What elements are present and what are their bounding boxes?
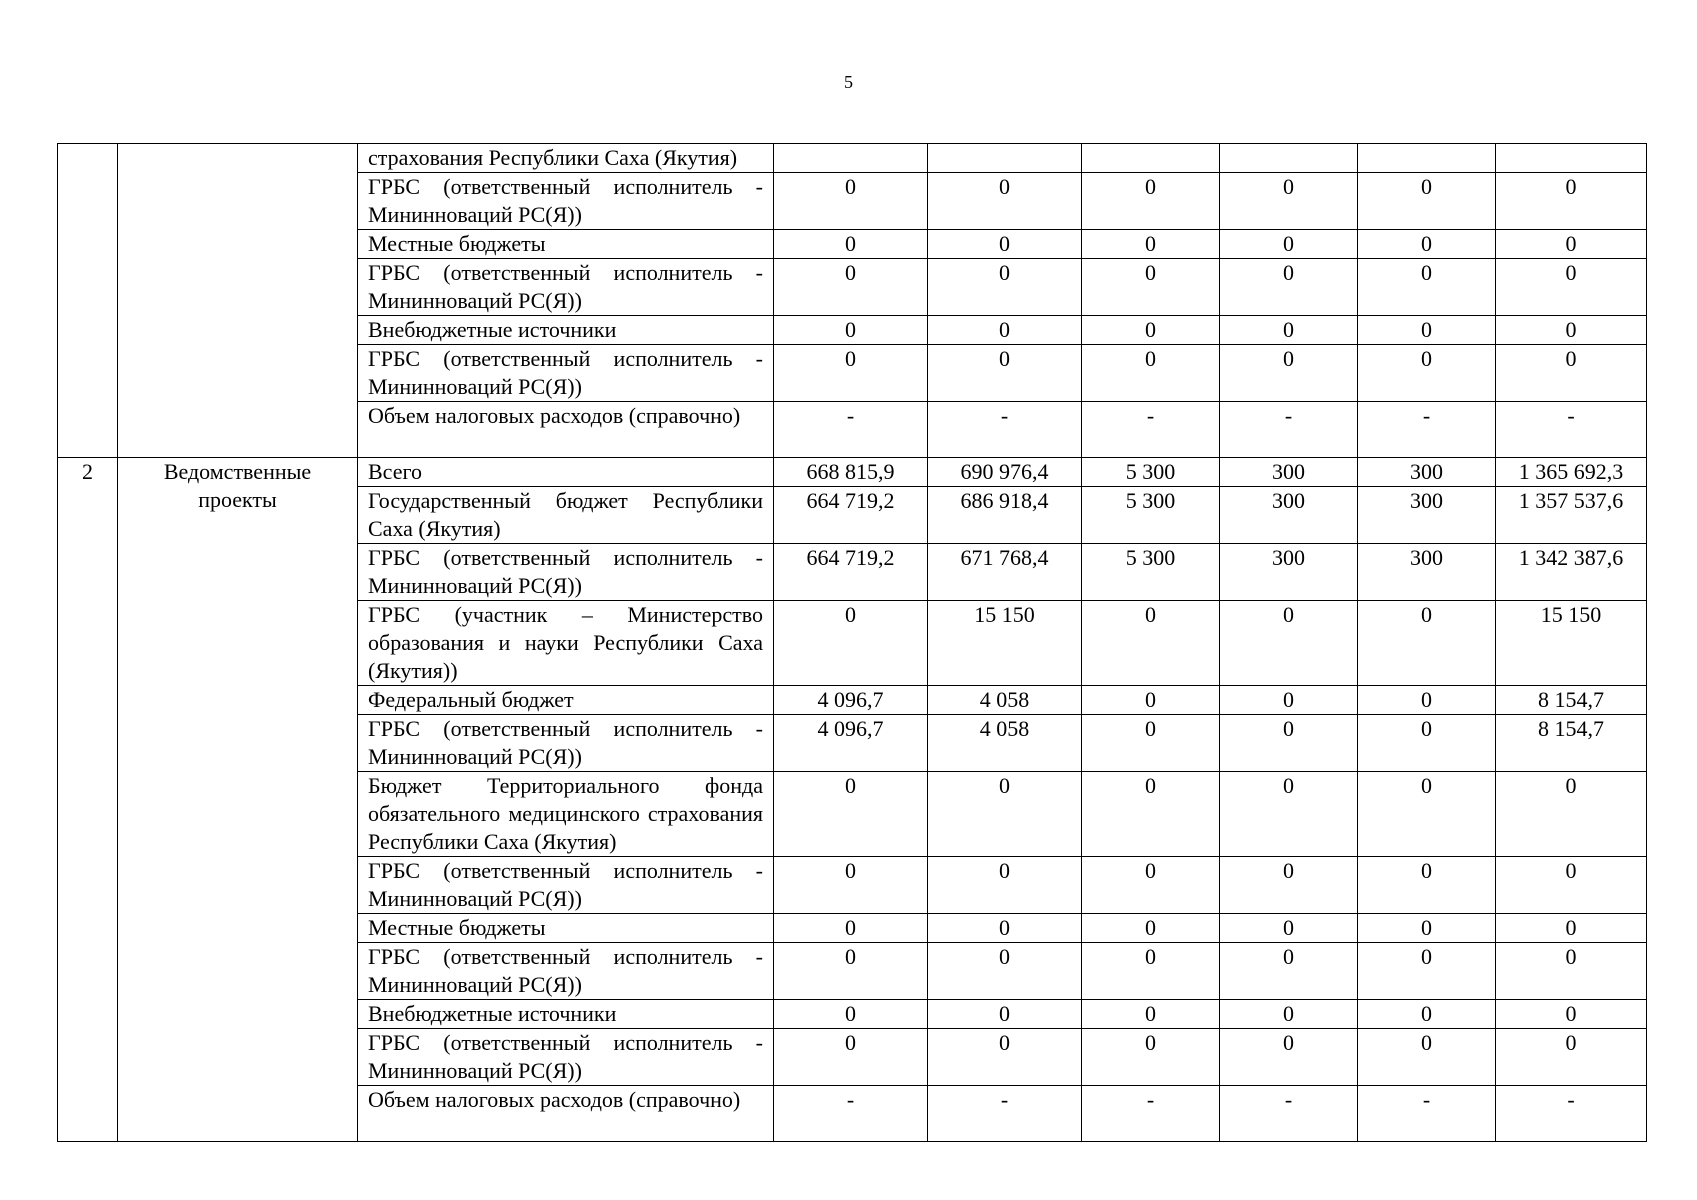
- value-cell: 0: [1082, 857, 1220, 914]
- value-cell: 0: [1496, 230, 1647, 259]
- value-cell: 0: [774, 943, 928, 1000]
- value-cell: 1 342 387,6: [1496, 544, 1647, 601]
- source-cell: Внебюджетные источники: [358, 316, 774, 345]
- source-cell: Местные бюджеты: [358, 914, 774, 943]
- value-cell: 0: [928, 1000, 1082, 1029]
- value-cell: -: [1220, 402, 1358, 458]
- value-cell: 300: [1220, 458, 1358, 487]
- value-cell: 0: [1082, 601, 1220, 686]
- value-cell: -: [1496, 1086, 1647, 1142]
- value-cell: 0: [1220, 230, 1358, 259]
- value-cell: [1358, 144, 1496, 173]
- value-cell: 4 096,7: [774, 715, 928, 772]
- value-cell: 0: [1082, 1029, 1220, 1086]
- value-cell: [928, 144, 1082, 173]
- value-cell: 0: [774, 316, 928, 345]
- value-cell: 300: [1358, 487, 1496, 544]
- value-cell: -: [1082, 402, 1220, 458]
- value-cell: -: [774, 1086, 928, 1142]
- value-cell: 0: [1220, 686, 1358, 715]
- value-cell: 5 300: [1082, 544, 1220, 601]
- value-cell: 0: [928, 316, 1082, 345]
- value-cell: 0: [1496, 914, 1647, 943]
- value-cell: 0: [1358, 259, 1496, 316]
- source-cell: Объем налоговых расходов (справочно): [358, 402, 774, 458]
- value-cell: 0: [1358, 316, 1496, 345]
- value-cell: 0: [774, 230, 928, 259]
- source-cell: ГРБС (участник – Министерство образования и науки Республики Саха (Якутия)): [358, 601, 774, 686]
- source-cell: Федеральный бюджет: [358, 686, 774, 715]
- row-name-cell: [118, 144, 358, 458]
- row-number-cell: [58, 144, 118, 458]
- value-cell: -: [928, 402, 1082, 458]
- value-cell: 0: [1220, 772, 1358, 857]
- value-cell: 0: [928, 345, 1082, 402]
- value-cell: 0: [774, 772, 928, 857]
- value-cell: 0: [1496, 1029, 1647, 1086]
- value-cell: 0: [1496, 345, 1647, 402]
- value-cell: -: [1358, 1086, 1496, 1142]
- value-cell: 300: [1220, 487, 1358, 544]
- value-cell: 0: [928, 943, 1082, 1000]
- value-cell: 0: [1220, 943, 1358, 1000]
- value-cell: 5 300: [1082, 458, 1220, 487]
- source-cell: Бюджет Территориального фонда обязательного медицинского страхования Республики Саха (Якутия): [358, 772, 774, 857]
- value-cell: 0: [774, 914, 928, 943]
- value-cell: 0: [774, 173, 928, 230]
- value-cell: 0: [1220, 1029, 1358, 1086]
- value-cell: 0: [928, 772, 1082, 857]
- source-cell: Государственный бюджет Республики Саха (Якутия): [358, 487, 774, 544]
- value-cell: 0: [928, 173, 1082, 230]
- value-cell: 668 815,9: [774, 458, 928, 487]
- value-cell: 0: [1358, 715, 1496, 772]
- value-cell: 0: [1082, 230, 1220, 259]
- value-cell: 8 154,7: [1496, 715, 1647, 772]
- value-cell: 300: [1220, 544, 1358, 601]
- value-cell: 0: [928, 857, 1082, 914]
- page-number: 5: [844, 72, 853, 92]
- value-cell: [1220, 144, 1358, 173]
- value-cell: 0: [928, 259, 1082, 316]
- value-cell: 300: [1358, 458, 1496, 487]
- source-cell: ГРБС (ответственный исполнитель - Мининноваций РС(Я)): [358, 1029, 774, 1086]
- value-cell: 4 096,7: [774, 686, 928, 715]
- source-cell: ГРБС (ответственный исполнитель - Мининноваций РС(Я)): [358, 259, 774, 316]
- value-cell: 0: [1496, 857, 1647, 914]
- source-cell: ГРБС (ответственный исполнитель - Мининноваций РС(Я)): [358, 715, 774, 772]
- value-cell: 0: [1220, 1000, 1358, 1029]
- value-cell: 0: [1082, 316, 1220, 345]
- value-cell: 0: [1082, 173, 1220, 230]
- value-cell: 664 719,2: [774, 487, 928, 544]
- value-cell: -: [1358, 402, 1496, 458]
- source-cell: ГРБС (ответственный исполнитель - Мининноваций РС(Я)): [358, 943, 774, 1000]
- value-cell: 0: [1496, 1000, 1647, 1029]
- source-cell: Объем налоговых расходов (справочно): [358, 1086, 774, 1142]
- value-cell: 0: [1496, 173, 1647, 230]
- value-cell: 0: [1496, 943, 1647, 1000]
- table-row: [58, 144, 1647, 173]
- value-cell: 0: [774, 1029, 928, 1086]
- value-cell: 0: [1082, 345, 1220, 402]
- value-cell: 0: [1082, 1000, 1220, 1029]
- value-cell: 0: [774, 601, 928, 686]
- value-cell: 0: [1220, 914, 1358, 943]
- value-cell: -: [1496, 402, 1647, 458]
- row-name-cell: Ведомственные проекты: [118, 458, 358, 1142]
- value-cell: 0: [1220, 345, 1358, 402]
- source-cell: ГРБС (ответственный исполнитель - Мининноваций РС(Я)): [358, 345, 774, 402]
- value-cell: 0: [1082, 943, 1220, 1000]
- value-cell: 690 976,4: [928, 458, 1082, 487]
- value-cell: [1496, 144, 1647, 173]
- value-cell: [774, 144, 928, 173]
- value-cell: 0: [1358, 686, 1496, 715]
- value-cell: 5 300: [1082, 487, 1220, 544]
- value-cell: 0: [1220, 601, 1358, 686]
- value-cell: 15 150: [1496, 601, 1647, 686]
- value-cell: 686 918,4: [928, 487, 1082, 544]
- value-cell: 0: [1358, 345, 1496, 402]
- value-cell: 0: [1082, 715, 1220, 772]
- value-cell: 664 719,2: [774, 544, 928, 601]
- value-cell: 0: [774, 259, 928, 316]
- value-cell: 0: [1358, 857, 1496, 914]
- value-cell: 0: [1358, 1000, 1496, 1029]
- value-cell: 4 058: [928, 686, 1082, 715]
- value-cell: 8 154,7: [1496, 686, 1647, 715]
- value-cell: -: [774, 402, 928, 458]
- value-cell: 0: [774, 857, 928, 914]
- budget-table: [57, 143, 1647, 1142]
- value-cell: 300: [1358, 544, 1496, 601]
- value-cell: 0: [774, 1000, 928, 1029]
- value-cell: 0: [774, 345, 928, 402]
- value-cell: 0: [1496, 772, 1647, 857]
- value-cell: 0: [1358, 772, 1496, 857]
- value-cell: 0: [928, 914, 1082, 943]
- value-cell: 4 058: [928, 715, 1082, 772]
- value-cell: 0: [1082, 914, 1220, 943]
- value-cell: 0: [1496, 316, 1647, 345]
- value-cell: 1 357 537,6: [1496, 487, 1647, 544]
- row-number-cell: 2: [58, 458, 118, 1142]
- value-cell: 0: [928, 1029, 1082, 1086]
- value-cell: 671 768,4: [928, 544, 1082, 601]
- value-cell: [1082, 144, 1220, 173]
- value-cell: 0: [1358, 943, 1496, 1000]
- value-cell: 0: [1220, 316, 1358, 345]
- source-cell: ГРБС (ответственный исполнитель - Мининноваций РС(Я)): [358, 173, 774, 230]
- source-cell: Всего: [358, 458, 774, 487]
- value-cell: 0: [1082, 772, 1220, 857]
- source-cell: ГРБС (ответственный исполнитель - Мининноваций РС(Я)): [358, 544, 774, 601]
- value-cell: 0: [1496, 259, 1647, 316]
- source-cell: ГРБС (ответственный исполнитель - Мининноваций РС(Я)): [358, 857, 774, 914]
- value-cell: 0: [1358, 173, 1496, 230]
- value-cell: -: [1220, 1086, 1358, 1142]
- source-cell: страхования Республики Саха (Якутия): [358, 144, 774, 173]
- value-cell: 15 150: [928, 601, 1082, 686]
- value-cell: 0: [1082, 686, 1220, 715]
- source-cell: Местные бюджеты: [358, 230, 774, 259]
- value-cell: 0: [928, 230, 1082, 259]
- value-cell: 0: [1358, 601, 1496, 686]
- value-cell: 0: [1358, 230, 1496, 259]
- value-cell: 0: [1220, 857, 1358, 914]
- value-cell: 0: [1358, 914, 1496, 943]
- value-cell: 0: [1358, 1029, 1496, 1086]
- value-cell: -: [928, 1086, 1082, 1142]
- value-cell: 0: [1220, 173, 1358, 230]
- value-cell: 1 365 692,3: [1496, 458, 1647, 487]
- table-row: [58, 458, 1647, 487]
- value-cell: 0: [1220, 259, 1358, 316]
- value-cell: 0: [1082, 259, 1220, 316]
- value-cell: 0: [1220, 715, 1358, 772]
- value-cell: -: [1082, 1086, 1220, 1142]
- source-cell: Внебюджетные источники: [358, 1000, 774, 1029]
